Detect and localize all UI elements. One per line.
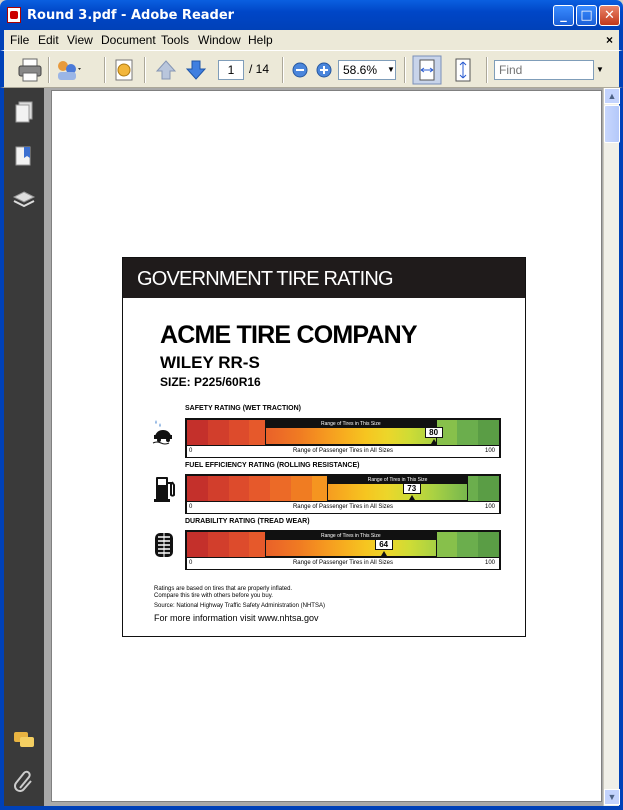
find-input[interactable] — [494, 60, 594, 80]
rating-marker — [381, 551, 387, 556]
scale-min: 0 — [189, 504, 193, 510]
wet-traction-car-icon — [151, 418, 177, 448]
menu-bar — [0, 30, 623, 50]
print-icon[interactable] — [16, 57, 44, 83]
rating-value: 64 — [375, 539, 393, 550]
menu-file[interactable]: File — [10, 33, 30, 47]
scale-segment — [229, 476, 250, 501]
scale-segment — [187, 476, 208, 501]
comments-icon[interactable] — [12, 728, 36, 752]
collaborate-icon[interactable] — [54, 57, 84, 83]
close-button[interactable]: ✕ — [599, 5, 620, 26]
menu-tools[interactable]: Tools — [161, 33, 190, 47]
tire-tread-icon — [151, 530, 177, 560]
toolbar-separator — [48, 57, 50, 83]
navigation-sidebar — [4, 88, 44, 806]
menu-window[interactable]: Window — [198, 33, 241, 47]
attachments-icon[interactable] — [12, 770, 36, 794]
range-label: Range of Tires in This Size — [266, 421, 436, 428]
menu-document[interactable]: Document — [101, 33, 156, 47]
inflation-note: Ratings are based on tires that are properly inflated. — [154, 586, 293, 592]
scale-segment — [208, 420, 229, 445]
rating-value: 73 — [403, 483, 421, 494]
rating-bar — [185, 474, 501, 514]
scale-segment — [478, 420, 499, 445]
compare-note: Compare this tire with others before you buy. — [154, 593, 273, 599]
scale-segment — [187, 420, 208, 445]
scale-max: 100 — [484, 448, 495, 454]
scale-segment — [208, 532, 229, 557]
rating-marker — [431, 439, 437, 444]
vertical-scrollbar[interactable] — [603, 88, 619, 806]
tire-model: WILEY RR-S — [160, 353, 260, 372]
menu-edit[interactable]: Edit — [38, 33, 59, 47]
scale-segment — [187, 532, 208, 557]
tire-size: SIZE: P225/60R16 — [160, 375, 261, 389]
scale-segment — [229, 420, 250, 445]
scale-footer — [187, 558, 499, 569]
scale-segment — [478, 476, 499, 501]
scale-segment — [249, 476, 270, 501]
previous-page-icon[interactable] — [154, 57, 178, 83]
layers-icon[interactable] — [12, 188, 36, 212]
menu-help[interactable]: Help — [248, 33, 273, 47]
toolbar-separator — [486, 57, 488, 83]
range-label: Range of Tires in This Size — [266, 533, 436, 540]
scale-segment — [208, 476, 229, 501]
range-in-size — [265, 532, 437, 557]
scale-segment — [437, 532, 458, 557]
page-total-label: / 14 — [249, 62, 270, 76]
minimize-button[interactable]: _ — [553, 5, 574, 26]
zoom-in-icon[interactable] — [314, 57, 334, 83]
pdf-app-icon — [7, 7, 21, 23]
scroll-down-arrow-icon[interactable]: ▼ — [604, 789, 620, 805]
title-bar — [0, 0, 623, 30]
zoom-out-icon[interactable] — [290, 57, 310, 83]
scale-caption: Range of Passenger Tires in All Sizes — [292, 448, 394, 454]
rating-value: 80 — [425, 427, 443, 438]
scale-segment — [291, 476, 312, 501]
range-label: Range of Tires in This Size — [328, 477, 466, 484]
rating-marker — [409, 495, 415, 500]
toolbar-separator — [404, 57, 406, 83]
label-header: GOVERNMENT TIRE RATING — [123, 258, 525, 298]
scroll-up-arrow-icon[interactable]: ▲ — [604, 88, 620, 104]
menu-view[interactable]: View — [67, 33, 93, 47]
scale-max: 100 — [484, 504, 495, 510]
maximize-button[interactable]: □ — [576, 5, 597, 26]
page-number-input[interactable]: 1 — [218, 60, 244, 80]
range-in-size — [265, 420, 437, 445]
window-title: Round 3.pdf - Adobe Reader — [27, 8, 235, 23]
toolbar-separator — [282, 57, 284, 83]
find-options-chevron-icon[interactable]: ▼ — [596, 65, 604, 74]
bookmarks-icon[interactable] — [12, 144, 36, 168]
sign-icon[interactable] — [110, 57, 138, 83]
scale-segment — [229, 532, 250, 557]
fuel-efficiency-rating-title: FUEL EFFICIENCY RATING (ROLLING RESISTANCE) — [185, 462, 360, 469]
scale-min: 0 — [189, 448, 193, 454]
source-note: Source: National Highway Traffic Safety Administration (NHTSA) — [154, 603, 325, 609]
fuel-pump-icon — [151, 474, 177, 504]
scale-segment — [457, 532, 478, 557]
scale-min: 0 — [189, 560, 193, 566]
toolbar — [0, 50, 623, 88]
more-info-note: For more information visit www.nhtsa.gov — [154, 613, 319, 623]
pages-icon[interactable] — [12, 100, 36, 124]
chevron-down-icon[interactable]: ▼ — [387, 65, 395, 74]
scale-max: 100 — [484, 560, 495, 566]
rating-bar — [185, 530, 501, 570]
company-name: ACME TIRE COMPANY — [160, 321, 417, 349]
toolbar-separator — [104, 57, 106, 83]
durability-rating-title: DURABILITY RATING (TREAD WEAR) — [185, 518, 310, 525]
toolbar-separator — [144, 57, 146, 83]
next-page-icon[interactable] — [184, 57, 208, 83]
range-in-size — [327, 476, 467, 501]
tire-rating-label — [122, 257, 526, 637]
safety-rating-title: SAFETY RATING (WET TRACTION) — [185, 405, 302, 412]
scale-footer — [187, 502, 499, 513]
close-document-button[interactable]: × — [605, 33, 613, 47]
fit-page-icon[interactable] — [450, 57, 476, 83]
fit-width-icon[interactable] — [412, 55, 442, 85]
scale-caption: Range of Passenger Tires in All Sizes — [292, 560, 394, 566]
scale-footer — [187, 446, 499, 457]
scale-segment — [270, 476, 291, 501]
zoom-level-select[interactable]: 58.6% — [338, 60, 396, 80]
scale-caption: Range of Passenger Tires in All Sizes — [292, 504, 394, 510]
rating-bar — [185, 418, 501, 458]
scale-segment — [478, 532, 499, 557]
scale-segment — [457, 420, 478, 445]
scroll-thumb[interactable] — [604, 105, 620, 143]
